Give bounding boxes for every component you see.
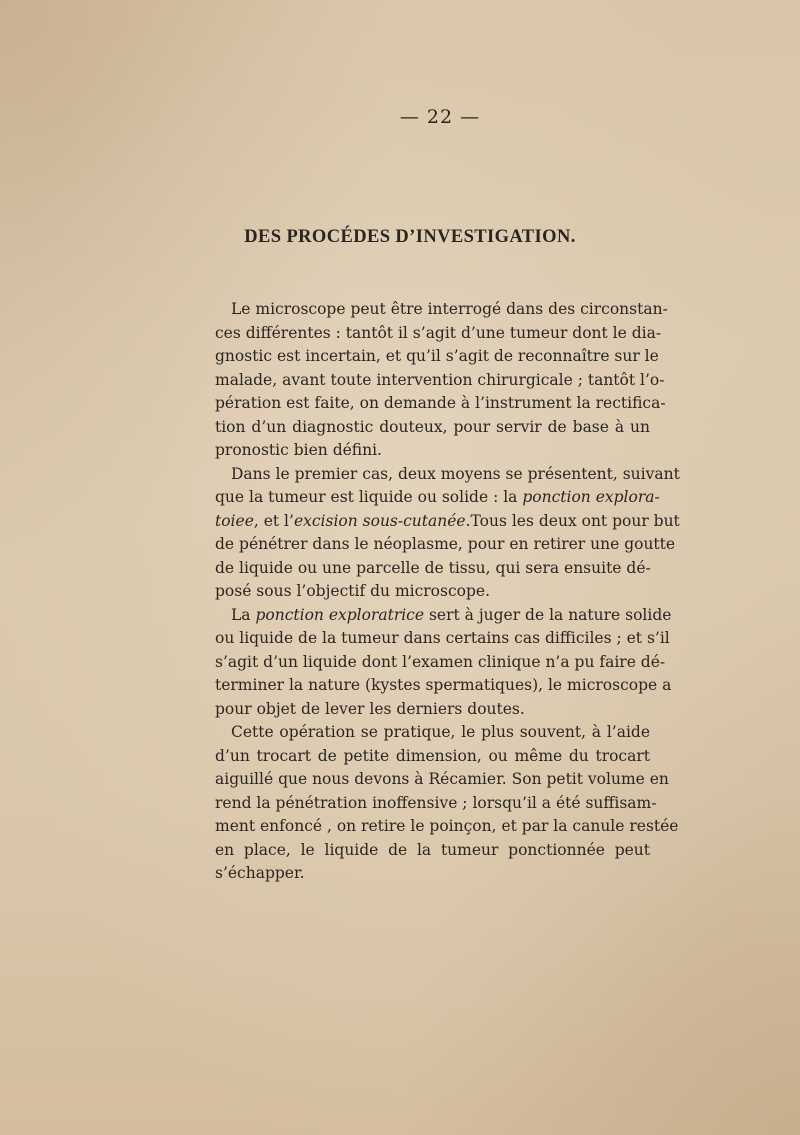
text-line: en place, le liquide de la tumeur ponctionnée peut	[215, 840, 650, 859]
text-line: s’agit d’un liquide dont l’examen clinique n’a pu faire dé-	[215, 652, 666, 671]
text-line: rend la pénétration inoffensive ; lorsqu’il a été suffisam-	[215, 793, 657, 812]
italic-term: toiee	[215, 511, 254, 530]
italic-term: excision sous-cutanée	[293, 511, 466, 530]
text-line: pération est faite, on demande à l’instrument la rectifica-	[215, 394, 666, 412]
paragraph-4	[215, 721, 679, 886]
italic-term: ponction exploratrice	[255, 605, 425, 624]
text-line: Cette opération se pratique, le plus souvent, à l’aide	[231, 723, 650, 741]
text-line: La ponction exploratrice sert à juger de la nature solide	[231, 605, 672, 624]
text-line: malade, avant toute intervention chirurgicale ; tantôt l’o-	[215, 370, 665, 389]
text-line: de pénétrer dans le néoplasme, pour en retirer une goutte	[215, 535, 676, 553]
text-line: tion d’un diagnostic douteux, pour servir de base à un	[215, 417, 650, 436]
text-line: que la tumeur est liquide ou solide : la ponction explora-	[215, 488, 660, 506]
italic-term: ponction explora-	[522, 488, 660, 506]
page-number: — 22 —	[399, 106, 481, 128]
text-line: posé sous l’objectif du microscope.	[215, 582, 491, 600]
text-line: toiee, et l’excision sous-cutanée.Tous les deux ont pour but	[215, 511, 680, 530]
text-line: terminer la nature (kystes spermatiques), le microscope a	[215, 676, 672, 694]
paragraph-1	[215, 298, 668, 463]
text-line: Dans le premier cas, deux moyens se présentent, suivant	[231, 464, 680, 483]
text-line: de liquide ou une parcelle de tissu, qui sera ensuite dé-	[215, 558, 651, 577]
text-line: s’échapper.	[215, 864, 305, 882]
paragraph-3	[215, 604, 672, 722]
text-line: Le microscope peut être interrogé dans des circonstan-	[231, 300, 668, 318]
text-line: ou liquide de la tumeur dans certains cas difficiles ; et s’il	[215, 629, 670, 647]
text-line: pronostic bien défini.	[215, 441, 382, 459]
paragraph-2	[215, 463, 680, 604]
text-line: aiguillé que nous devons à Récamier. Son petit volume en	[215, 770, 669, 788]
text-line: d’un trocart de petite dimension, ou même du trocart	[215, 746, 650, 765]
text-line: pour objet de lever les derniers doutes.	[215, 699, 525, 718]
section-title: DES PROCÉDES D’INVESTIGATION.	[244, 227, 576, 247]
body-text	[215, 298, 680, 886]
text-line: gnostic est incertain, et qu’il s’agit de reconnaître sur le	[215, 347, 659, 365]
text-line: ces différentes : tantôt il s’agit d’une tumeur dont le dia-	[215, 323, 662, 342]
text-line: ment enfoncé , on retire le poinçon, et par la canule restée	[215, 817, 679, 835]
